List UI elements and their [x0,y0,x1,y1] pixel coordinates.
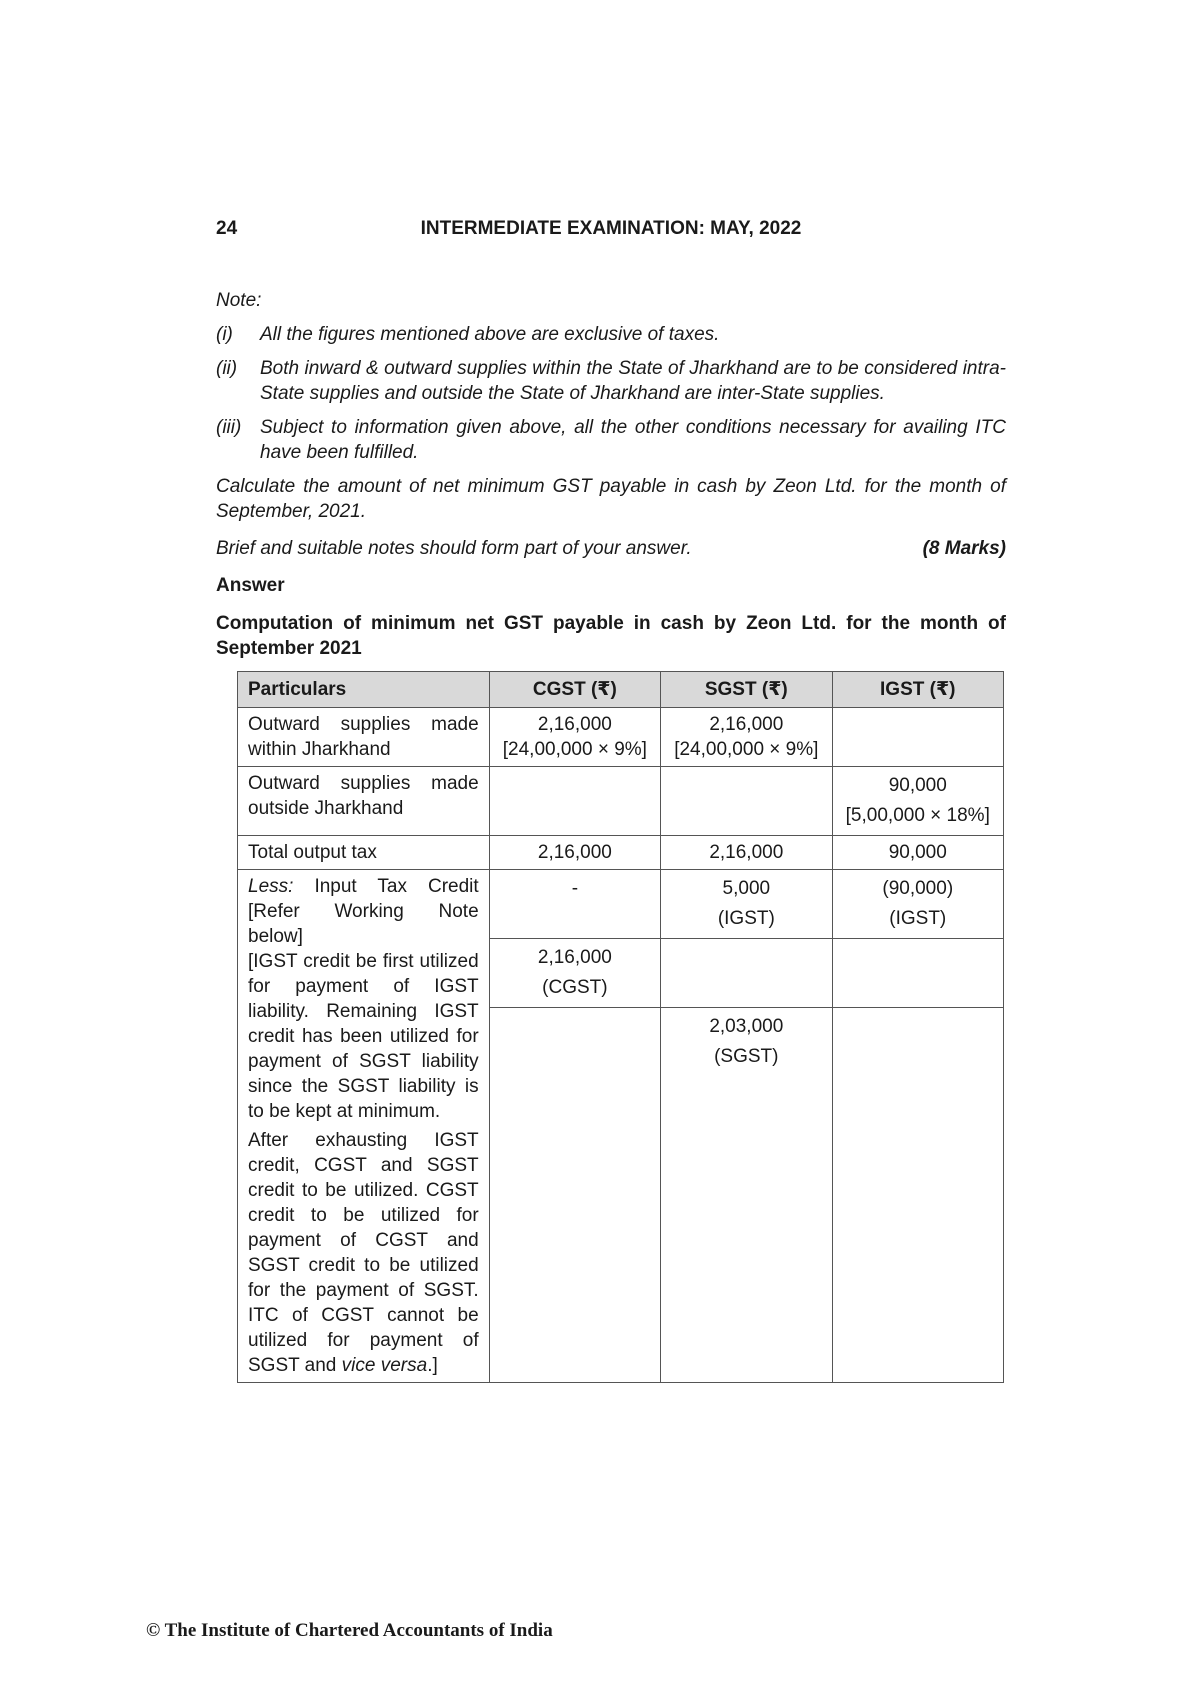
page-header [216,218,1006,244]
sgst-itc-amount: 2,03,000 [709,1016,784,1037]
table-row [238,767,1004,836]
cell-sgst [661,939,832,1008]
igst-amount: 90,000 [888,775,947,796]
cell-cgst [489,708,660,767]
cell-sgst [661,1008,832,1383]
cgst-amount: 2,16,000 [537,714,612,735]
itc-note-end: .] [427,1355,438,1376]
note-item [216,322,1006,347]
cgst-itc-amount: 2,16,000 [537,947,612,968]
answer-label: Answer [216,575,285,596]
row-label: Outward supplies made within Jharkhand [238,708,490,767]
cell-cgst: 2,16,000 [489,836,660,870]
note-text: Subject to information given above, all the other conditions necessary for availing ITC have been fulfilled. [260,417,1006,463]
header-cgst: CGST (₹) [489,672,660,708]
note-item [216,356,1006,406]
itc-note-igst: [IGST credit be first utilized for payment of IGST liability. Remaining IGST credit has been utilized for payment of SGST liability since the SGST liability is to be kept at minimum. [248,951,479,1122]
cell-sgst [661,767,832,836]
note-number: (iii) [216,417,242,438]
igst-calculation: [5,00,000 × 18%] [845,805,990,826]
row-label: Outward supplies made outside Jharkhand [238,767,490,836]
cell-sgst [661,870,832,939]
cell-igst [832,708,1003,767]
table-row [238,836,1004,870]
header-igst: IGST (₹) [832,672,1003,708]
sgst-calculation: [24,00,000 × 9%] [674,739,819,760]
cell-igst: 90,000 [832,836,1003,870]
cell-cgst [489,1008,660,1383]
note-title: Note: [216,290,262,311]
header-particulars: Particulars [238,672,490,708]
cgst-calculation: [24,00,000 × 9%] [502,739,647,760]
cell-cgst: - [489,870,660,939]
sgst-amount: 2,16,000 [709,714,784,735]
itc-note-vice-versa: vice versa [341,1355,428,1376]
igst-itc-amount: (90,000) [882,878,954,899]
cell-sgst: 2,16,000 [661,836,832,870]
table-row [238,870,1004,939]
table-header-row [238,672,1004,708]
computation-heading: Computation of minimum net GST payable in cash by Zeon Ltd. for the month of September 2021 [216,613,1006,659]
cell-igst [832,1008,1003,1383]
note-number: (ii) [216,358,238,379]
note-item [216,415,1006,465]
cell-sgst [661,708,832,767]
itc-label [248,874,479,949]
cell-igst [832,939,1003,1008]
copyright-footer: © The Institute of Chartered Accountants of India [146,1620,553,1641]
question-text: Calculate the amount of net minimum GST payable in cash by Zeon Ltd. for the month of September, 2021. [216,476,1006,522]
itc-particulars-cell [238,870,490,1383]
sgst-itc-type: (SGST) [714,1046,779,1067]
question-instruction: Brief and suitable notes should form part of your answer. [216,538,692,559]
page-content [216,288,1006,1383]
table-row [238,708,1004,767]
page-heading: INTERMEDIATE EXAMINATION: MAY, 2022 [420,218,802,239]
page-number: 24 [216,218,238,239]
row-label: Total output tax [238,836,490,870]
cell-cgst [489,767,660,836]
header-sgst: SGST (₹) [661,672,832,708]
igst-itc-type: (IGST) [889,908,947,929]
marks-label: (8 Marks) [922,538,1006,559]
itc-note-cgst-sgst [248,1128,479,1378]
note-text: All the figures mentioned above are exclusive of taxes. [260,324,720,345]
cgst-itc-type: (CGST) [542,977,608,998]
gst-computation-table [237,671,1004,1383]
cell-igst [832,870,1003,939]
note-number: (i) [216,324,233,345]
note-text: Both inward & outward supplies within the State of Jharkhand are to be considered intra-State supplies and outside the State of Jharkhand are inter-State supplies. [260,358,1006,404]
sgst-itc-amount: 5,000 [722,878,771,899]
cell-cgst [489,939,660,1008]
cell-igst [832,767,1003,836]
question-instruction-row [216,536,1006,561]
sgst-itc-type: (IGST) [717,908,775,929]
itc-label-text: Input Tax Credit [Refer Working Note below] [248,876,479,947]
less-label: Less: [248,876,294,897]
itc-note-text: After exhausting IGST credit, CGST and SGST credit to be utilized. CGST credit to be utilized for payment of CGST and SGST credit to be utilized for the payment of SGST. ITC of CGST cannot be utilized for payment of SGST and [248,1130,479,1376]
